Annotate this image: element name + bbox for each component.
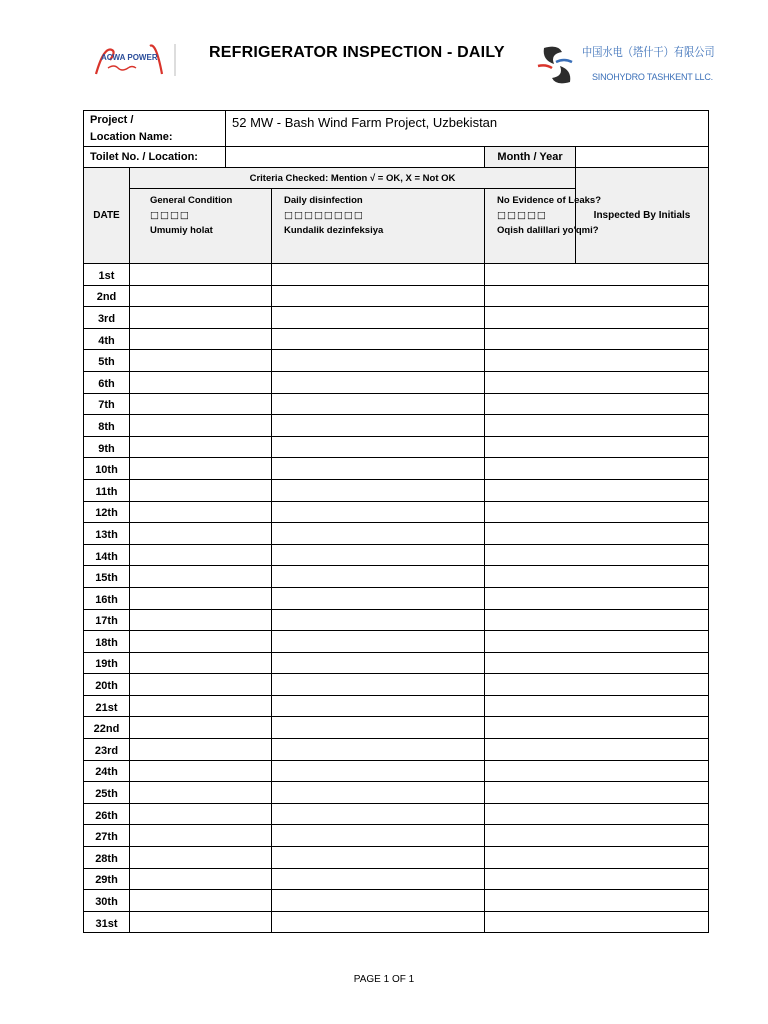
day-row [84, 371, 709, 393]
day-label: 8th [84, 415, 130, 437]
general-condition-cell[interactable] [130, 479, 272, 501]
inspected-by-header: Inspected By Initials [576, 168, 709, 264]
day-label: 29th [84, 868, 130, 890]
inspection-form-table [83, 110, 709, 933]
day-label: 24th [84, 760, 130, 782]
day-label: 6th [84, 371, 130, 393]
day-label: 10th [84, 458, 130, 480]
no-leaks-cell[interactable] [485, 544, 709, 566]
daily-disinfection-cell[interactable] [272, 847, 485, 869]
daily-disinfection-en: Daily disinfection [284, 195, 363, 206]
day-label: 26th [84, 803, 130, 825]
day-label: 31st [84, 911, 130, 933]
no-leaks-cell[interactable] [485, 717, 709, 739]
no-leaks-cell[interactable] [485, 415, 709, 437]
daily-disinfection-cell[interactable] [272, 609, 485, 631]
daily-disinfection-cell[interactable] [272, 264, 485, 286]
day-label: 11th [84, 479, 130, 501]
day-row [84, 307, 709, 329]
project-label-line1: Project / [90, 113, 134, 126]
daily-disinfection-cell[interactable] [272, 631, 485, 653]
day-row [84, 847, 709, 869]
day-row [84, 782, 709, 804]
day-row [84, 436, 709, 458]
day-label: 14th [84, 544, 130, 566]
general-condition-header [130, 189, 272, 264]
day-row [84, 674, 709, 696]
general-condition-cn: □□□□ [150, 210, 190, 221]
day-row [84, 566, 709, 588]
no-leaks-cell[interactable] [485, 695, 709, 717]
daily-disinfection-cell[interactable] [272, 307, 485, 329]
daily-disinfection-cell[interactable] [272, 782, 485, 804]
general-condition-cell[interactable] [130, 501, 272, 523]
project-label-line2: Location Name: [90, 130, 173, 143]
month-year-field[interactable] [576, 147, 709, 168]
daily-disinfection-cell[interactable] [272, 544, 485, 566]
day-row [84, 285, 709, 307]
no-leaks-cell[interactable] [485, 501, 709, 523]
no-leaks-cell[interactable] [485, 285, 709, 307]
general-condition-cell[interactable] [130, 544, 272, 566]
day-row [84, 825, 709, 847]
daily-disinfection-header [272, 189, 485, 264]
day-label: 12th [84, 501, 130, 523]
day-label: 17th [84, 609, 130, 631]
daily-disinfection-cell[interactable] [272, 285, 485, 307]
no-leaks-cell[interactable] [485, 739, 709, 761]
day-label: 20th [84, 674, 130, 696]
project-label-cell [84, 111, 226, 147]
column-header-row [84, 189, 709, 264]
sinohydro-english-name: SINOHYDRO TASHKENT LLC. [592, 72, 713, 82]
no-leaks-cell[interactable] [485, 847, 709, 869]
day-row [84, 458, 709, 480]
daily-disinfection-cell[interactable] [272, 825, 485, 847]
date-column-header: DATE [84, 168, 130, 264]
day-row [84, 652, 709, 674]
no-leaks-cell[interactable] [485, 307, 709, 329]
day-row [84, 479, 709, 501]
day-label: 25th [84, 782, 130, 804]
document-title: REFRIGERATOR INSPECTION - DAILY [209, 44, 505, 61]
general-condition-cell[interactable] [130, 695, 272, 717]
daily-disinfection-cell[interactable] [272, 587, 485, 609]
daily-disinfection-cell[interactable] [272, 760, 485, 782]
day-row [84, 587, 709, 609]
general-condition-cell[interactable] [130, 803, 272, 825]
day-label: 7th [84, 393, 130, 415]
no-leaks-cell[interactable] [485, 523, 709, 545]
daily-disinfection-cn: □□□□□□□□ [284, 210, 364, 221]
daily-disinfection-cell[interactable] [272, 436, 485, 458]
day-row [84, 717, 709, 739]
criteria-row [84, 168, 709, 189]
svg-text:ACWA POWER: ACWA POWER [101, 53, 158, 62]
day-row [84, 739, 709, 761]
day-label: 18th [84, 631, 130, 653]
day-label: 21st [84, 695, 130, 717]
day-label: 23rd [84, 739, 130, 761]
day-row [84, 264, 709, 286]
daily-disinfection-cell[interactable] [272, 739, 485, 761]
general-condition-cell[interactable] [130, 393, 272, 415]
no-leaks-cell[interactable] [485, 782, 709, 804]
day-label: 1st [84, 264, 130, 286]
day-label: 30th [84, 890, 130, 912]
daily-disinfection-cell[interactable] [272, 328, 485, 350]
no-leaks-cell[interactable] [485, 328, 709, 350]
no-leaks-cell[interactable] [485, 674, 709, 696]
no-leaks-cell[interactable] [485, 890, 709, 912]
general-condition-cell[interactable] [130, 350, 272, 372]
general-condition-cell[interactable] [130, 328, 272, 350]
general-condition-cell[interactable] [130, 911, 272, 933]
day-row [84, 760, 709, 782]
day-label: 13th [84, 523, 130, 545]
general-condition-cell[interactable] [130, 631, 272, 653]
daily-disinfection-cell[interactable] [272, 523, 485, 545]
day-row [84, 911, 709, 933]
acwa-power-logo-icon [90, 40, 180, 80]
day-label: 16th [84, 587, 130, 609]
general-condition-cell[interactable] [130, 847, 272, 869]
day-label: 27th [84, 825, 130, 847]
no-leaks-cell[interactable] [485, 911, 709, 933]
day-row [84, 350, 709, 372]
daily-disinfection-cell[interactable] [272, 393, 485, 415]
daily-disinfection-cell[interactable] [272, 458, 485, 480]
day-row [84, 415, 709, 437]
no-leaks-cell[interactable] [485, 436, 709, 458]
daily-disinfection-cell[interactable] [272, 350, 485, 372]
day-label: 2nd [84, 285, 130, 307]
day-label: 19th [84, 652, 130, 674]
general-condition-cell[interactable] [130, 523, 272, 545]
general-condition-cell[interactable] [130, 415, 272, 437]
general-condition-cell[interactable] [130, 371, 272, 393]
no-leaks-uz: Oqish dalillari yo'qmi? [497, 225, 599, 236]
no-leaks-cell[interactable] [485, 652, 709, 674]
no-leaks-cell[interactable] [485, 393, 709, 415]
no-leaks-cell[interactable] [485, 825, 709, 847]
no-leaks-cell[interactable] [485, 350, 709, 372]
project-row [84, 111, 709, 147]
general-condition-cell[interactable] [130, 609, 272, 631]
no-leaks-cell[interactable] [485, 479, 709, 501]
no-leaks-cn: □□□□□ [497, 210, 547, 221]
general-condition-uz: Umumiy holat [150, 225, 213, 236]
general-condition-cell[interactable] [130, 760, 272, 782]
day-label: 9th [84, 436, 130, 458]
no-leaks-cell[interactable] [485, 371, 709, 393]
no-leaks-cell[interactable] [485, 760, 709, 782]
daily-disinfection-cell[interactable] [272, 890, 485, 912]
criteria-legend: Criteria Checked: Mention √ = OK, X = Not OK [130, 168, 576, 189]
general-condition-cell[interactable] [130, 825, 272, 847]
general-condition-cell[interactable] [130, 890, 272, 912]
page-number: PAGE 1 OF 1 [353, 974, 415, 985]
general-condition-cell[interactable] [130, 587, 272, 609]
day-label: 3rd [84, 307, 130, 329]
general-condition-cell[interactable] [130, 566, 272, 588]
daily-disinfection-cell[interactable] [272, 911, 485, 933]
general-condition-cell[interactable] [130, 739, 272, 761]
day-label: 4th [84, 328, 130, 350]
no-leaks-cell[interactable] [485, 566, 709, 588]
location-row [84, 147, 709, 168]
general-condition-cell[interactable] [130, 717, 272, 739]
day-label: 15th [84, 566, 130, 588]
day-row [84, 631, 709, 653]
general-condition-cell[interactable] [130, 307, 272, 329]
day-row [84, 868, 709, 890]
daily-disinfection-cell[interactable] [272, 501, 485, 523]
day-row [84, 695, 709, 717]
daily-disinfection-cell[interactable] [272, 371, 485, 393]
no-leaks-cell[interactable] [485, 609, 709, 631]
no-leaks-cell[interactable] [485, 868, 709, 890]
day-row [84, 501, 709, 523]
general-condition-cell[interactable] [130, 868, 272, 890]
no-leaks-cell[interactable] [485, 631, 709, 653]
general-condition-en: General Condition [150, 195, 233, 206]
day-label: 5th [84, 350, 130, 372]
day-row [84, 890, 709, 912]
day-label: 28th [84, 847, 130, 869]
daily-disinfection-cell[interactable] [272, 652, 485, 674]
general-condition-cell[interactable] [130, 674, 272, 696]
general-condition-cell[interactable] [130, 652, 272, 674]
general-condition-cell[interactable] [130, 264, 272, 286]
daily-disinfection-uz: Kundalik dezinfeksiya [284, 225, 384, 236]
project-value-field[interactable]: 52 MW - Bash Wind Farm Project, Uzbekistan [226, 111, 709, 147]
no-leaks-en: No Evidence of Leaks? [497, 195, 602, 206]
daily-disinfection-cell[interactable] [272, 717, 485, 739]
general-condition-cell[interactable] [130, 436, 272, 458]
toilet-location-label: Toilet No. / Location: [84, 147, 226, 168]
day-row [84, 328, 709, 350]
no-leaks-cell[interactable] [485, 803, 709, 825]
daily-disinfection-cell[interactable] [272, 868, 485, 890]
general-condition-cell[interactable] [130, 458, 272, 480]
no-leaks-header [485, 189, 709, 264]
no-leaks-cell[interactable] [485, 458, 709, 480]
general-condition-cell[interactable] [130, 782, 272, 804]
day-row [84, 523, 709, 545]
day-row [84, 609, 709, 631]
no-leaks-cell[interactable] [485, 587, 709, 609]
daily-disinfection-cell[interactable] [272, 415, 485, 437]
sinohydro-chinese-name: 中国水电（塔什干）有限公司 [582, 45, 715, 59]
day-row [84, 393, 709, 415]
general-condition-cell[interactable] [130, 285, 272, 307]
month-year-label: Month / Year [485, 147, 576, 168]
day-row [84, 803, 709, 825]
daily-disinfection-cell[interactable] [272, 803, 485, 825]
daily-disinfection-cell[interactable] [272, 479, 485, 501]
sinohydro-logo-icon [532, 42, 582, 88]
day-label: 22nd [84, 717, 130, 739]
no-leaks-cell[interactable] [485, 264, 709, 286]
day-row [84, 544, 709, 566]
daily-disinfection-cell[interactable] [272, 695, 485, 717]
daily-disinfection-cell[interactable] [272, 674, 485, 696]
daily-disinfection-cell[interactable] [272, 566, 485, 588]
toilet-location-field[interactable] [226, 147, 485, 168]
